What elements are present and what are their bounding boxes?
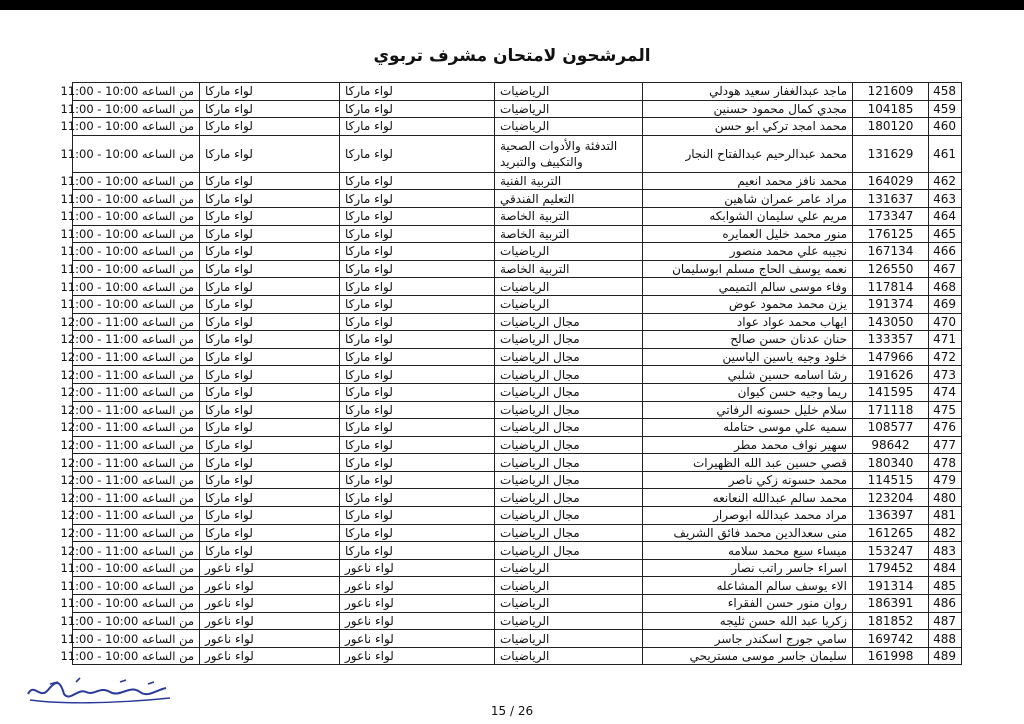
- table-row: [73, 207, 962, 225]
- candidate-id-cell: 147966: [853, 348, 929, 366]
- exam-location-cell: لواء ماركا: [200, 172, 340, 190]
- exam-time-cell: من الساعه 11:00 - 12:00: [73, 436, 200, 454]
- row-number-cell: 484: [929, 559, 962, 577]
- exam-time-cell: من الساعه 11:00 - 12:00: [73, 471, 200, 489]
- directorate-cell: لواء ماركا: [340, 172, 495, 190]
- candidate-name-cell: محمد حسونه زكي ناصر: [643, 471, 853, 489]
- exam-location-cell: لواء ماركا: [200, 383, 340, 401]
- directorate-cell: لواء ماركا: [340, 118, 495, 136]
- directorate-cell: لواء ناعور: [340, 612, 495, 630]
- table-row: [73, 348, 962, 366]
- exam-time-cell: من الساعه 11:00 - 12:00: [73, 419, 200, 437]
- exam-location-cell: لواء ماركا: [200, 524, 340, 542]
- candidate-name-cell: ماجد عبدالغفار سعيد هودلي: [643, 83, 853, 101]
- exam-location-cell: لواء ناعور: [200, 630, 340, 648]
- exam-time-cell: من الساعه 10:00 - 11:00: [73, 612, 200, 630]
- exam-time-cell: من الساعه 10:00 - 11:00: [73, 260, 200, 278]
- table-row: [73, 471, 962, 489]
- directorate-cell: لواء ماركا: [340, 383, 495, 401]
- directorate-cell: لواء ناعور: [340, 647, 495, 665]
- specialization-cell: مجال الرياضيات: [495, 401, 643, 419]
- exam-location-cell: لواء ماركا: [200, 348, 340, 366]
- exam-location-cell: لواء ماركا: [200, 207, 340, 225]
- table-row: [73, 419, 962, 437]
- exam-location-cell: لواء ماركا: [200, 135, 340, 172]
- table-row: [73, 100, 962, 118]
- directorate-cell: لواء ماركا: [340, 489, 495, 507]
- row-number-cell: 465: [929, 225, 962, 243]
- candidate-id-cell: 161998: [853, 647, 929, 665]
- specialization-cell: مجال الرياضيات: [495, 507, 643, 525]
- row-number-cell: 489: [929, 647, 962, 665]
- specialization-cell: التربية الخاصة: [495, 260, 643, 278]
- candidate-id-cell: 98642: [853, 436, 929, 454]
- exam-location-cell: لواء ماركا: [200, 295, 340, 313]
- row-number-cell: 464: [929, 207, 962, 225]
- candidate-id-cell: 108577: [853, 419, 929, 437]
- specialization-cell: مجال الرياضيات: [495, 524, 643, 542]
- page-number: 15 / 26: [490, 704, 534, 718]
- directorate-cell: لواء ماركا: [340, 225, 495, 243]
- candidate-id-cell: 181852: [853, 612, 929, 630]
- exam-time-cell: من الساعه 11:00 - 12:00: [73, 366, 200, 384]
- candidate-id-cell: 167134: [853, 243, 929, 261]
- table-row: [73, 542, 962, 560]
- directorate-cell: لواء ناعور: [340, 559, 495, 577]
- exam-location-cell: لواء ناعور: [200, 559, 340, 577]
- candidate-id-cell: 171118: [853, 401, 929, 419]
- specialization-cell: مجال الرياضيات: [495, 419, 643, 437]
- candidate-id-cell: 153247: [853, 542, 929, 560]
- exam-time-cell: من الساعه 10:00 - 11:00: [73, 83, 200, 101]
- row-number-cell: 460: [929, 118, 962, 136]
- candidate-id-cell: 131629: [853, 135, 929, 172]
- table-row: [73, 260, 962, 278]
- candidate-name-cell: اسراء جاسر راتب نصار: [643, 559, 853, 577]
- row-number-cell: 458: [929, 83, 962, 101]
- exam-location-cell: لواء ماركا: [200, 100, 340, 118]
- specialization-cell: الرياضيات: [495, 612, 643, 630]
- table-row: [73, 401, 962, 419]
- candidate-name-cell: محمد سالم عبدالله النعانعه: [643, 489, 853, 507]
- page-title: المرشحون لامتحان مشرف تربوي: [373, 46, 651, 66]
- candidate-name-cell: مراد محمد عبدالله ابوصرار: [643, 507, 853, 525]
- table-row: [73, 278, 962, 296]
- candidate-id-cell: 131637: [853, 190, 929, 208]
- candidate-name-cell: زكريا عبد الله حسن ثليجه: [643, 612, 853, 630]
- exam-time-cell: من الساعه 10:00 - 11:00: [73, 577, 200, 595]
- candidate-name-cell: محمد نافز محمد انعيم: [643, 172, 853, 190]
- exam-location-cell: لواء ماركا: [200, 331, 340, 349]
- directorate-cell: لواء ماركا: [340, 507, 495, 525]
- candidate-id-cell: 179452: [853, 559, 929, 577]
- exam-time-cell: من الساعه 11:00 - 12:00: [73, 542, 200, 560]
- exam-time-cell: من الساعه 10:00 - 11:00: [73, 207, 200, 225]
- exam-location-cell: لواء ماركا: [200, 225, 340, 243]
- candidate-name-cell: سلام خليل حسونه الرفاتي: [643, 401, 853, 419]
- specialization-cell: مجال الرياضيات: [495, 331, 643, 349]
- candidate-id-cell: 141595: [853, 383, 929, 401]
- specialization-cell: الرياضيات: [495, 278, 643, 296]
- specialization-cell: مجال الرياضيات: [495, 471, 643, 489]
- table-row: [73, 172, 962, 190]
- candidate-name-cell: سهير نواف محمد مطر: [643, 436, 853, 454]
- row-number-cell: 467: [929, 260, 962, 278]
- candidate-name-cell: محمد امجد تركي ابو حسن: [643, 118, 853, 136]
- specialization-cell: التربية الخاصة: [495, 207, 643, 225]
- directorate-cell: لواء ماركا: [340, 454, 495, 472]
- row-number-cell: 459: [929, 100, 962, 118]
- candidate-id-cell: 186391: [853, 595, 929, 613]
- exam-time-cell: من الساعه 10:00 - 11:00: [73, 225, 200, 243]
- candidate-id-cell: 161265: [853, 524, 929, 542]
- directorate-cell: لواء ماركا: [340, 366, 495, 384]
- table-row: [73, 507, 962, 525]
- row-number-cell: 469: [929, 295, 962, 313]
- specialization-cell: مجال الرياضيات: [495, 348, 643, 366]
- table-row: [73, 190, 962, 208]
- directorate-cell: لواء ماركا: [340, 542, 495, 560]
- table-row: [73, 331, 962, 349]
- candidate-id-cell: 191314: [853, 577, 929, 595]
- row-number-cell: 481: [929, 507, 962, 525]
- exam-location-cell: لواء ماركا: [200, 419, 340, 437]
- table-row: [73, 489, 962, 507]
- exam-time-cell: من الساعه 10:00 - 11:00: [73, 559, 200, 577]
- exam-time-cell: من الساعه 10:00 - 11:00: [73, 647, 200, 665]
- table-row: [73, 383, 962, 401]
- candidate-id-cell: 180120: [853, 118, 929, 136]
- row-number-cell: 488: [929, 630, 962, 648]
- exam-time-cell: من الساعه 11:00 - 12:00: [73, 489, 200, 507]
- exam-time-cell: من الساعه 11:00 - 12:00: [73, 524, 200, 542]
- row-number-cell: 485: [929, 577, 962, 595]
- exam-location-cell: لواء ماركا: [200, 190, 340, 208]
- exam-location-cell: لواء ناعور: [200, 612, 340, 630]
- specialization-cell: مجال الرياضيات: [495, 542, 643, 560]
- table-row: [73, 243, 962, 261]
- specialization-cell: الرياضيات: [495, 630, 643, 648]
- exam-location-cell: لواء ماركا: [200, 260, 340, 278]
- row-number-cell: 482: [929, 524, 962, 542]
- candidate-id-cell: 104185: [853, 100, 929, 118]
- specialization-cell: التربية الفنية: [495, 172, 643, 190]
- specialization-cell: مجال الرياضيات: [495, 436, 643, 454]
- row-number-cell: 472: [929, 348, 962, 366]
- row-number-cell: 468: [929, 278, 962, 296]
- directorate-cell: لواء ماركا: [340, 524, 495, 542]
- candidate-name-cell: ايهاب محمد عواد عواد: [643, 313, 853, 331]
- row-number-cell: 471: [929, 331, 962, 349]
- exam-time-cell: من الساعه 11:00 - 12:00: [73, 331, 200, 349]
- candidate-name-cell: وفاء موسى سالم التميمي: [643, 278, 853, 296]
- table-row: [73, 295, 962, 313]
- row-number-cell: 483: [929, 542, 962, 560]
- row-number-cell: 470: [929, 313, 962, 331]
- candidate-name-cell: حنان عدنان حسن صالح: [643, 331, 853, 349]
- directorate-cell: لواء ماركا: [340, 243, 495, 261]
- exam-time-cell: من الساعه 11:00 - 12:00: [73, 454, 200, 472]
- exam-time-cell: من الساعه 11:00 - 12:00: [73, 401, 200, 419]
- candidate-name-cell: منى سعدالدين محمد فائق الشريف: [643, 524, 853, 542]
- candidate-name-cell: قصي حسين عبد الله الظهيرات: [643, 454, 853, 472]
- candidate-id-cell: 173347: [853, 207, 929, 225]
- row-number-cell: 463: [929, 190, 962, 208]
- table-row: [73, 366, 962, 384]
- directorate-cell: لواء ماركا: [340, 331, 495, 349]
- specialization-cell: الرياضيات: [495, 559, 643, 577]
- directorate-cell: لواء ماركا: [340, 401, 495, 419]
- directorate-cell: لواء ماركا: [340, 278, 495, 296]
- table-row: [73, 577, 962, 595]
- exam-time-cell: من الساعه 10:00 - 11:00: [73, 243, 200, 261]
- specialization-cell: مجال الرياضيات: [495, 366, 643, 384]
- exam-time-cell: من الساعه 10:00 - 11:00: [73, 630, 200, 648]
- specialization-cell: مجال الرياضيات: [495, 383, 643, 401]
- exam-time-cell: من الساعه 11:00 - 12:00: [73, 507, 200, 525]
- specialization-cell: التربية الخاصة: [495, 225, 643, 243]
- row-number-cell: 478: [929, 454, 962, 472]
- directorate-cell: لواء ماركا: [340, 348, 495, 366]
- directorate-cell: لواء ناعور: [340, 630, 495, 648]
- table-row: [73, 225, 962, 243]
- specialization-cell: الرياضيات: [495, 647, 643, 665]
- exam-location-cell: لواء ماركا: [200, 489, 340, 507]
- candidates-table: [60, 82, 962, 665]
- row-number-cell: 487: [929, 612, 962, 630]
- candidate-id-cell: 143050: [853, 313, 929, 331]
- table-row: [73, 454, 962, 472]
- table-row: [73, 313, 962, 331]
- directorate-cell: لواء ماركا: [340, 471, 495, 489]
- row-number-cell: 475: [929, 401, 962, 419]
- row-number-cell: 461: [929, 135, 962, 172]
- directorate-cell: لواء ماركا: [340, 260, 495, 278]
- candidate-id-cell: 126550: [853, 260, 929, 278]
- candidate-name-cell: رشا اسامه حسين شلبي: [643, 366, 853, 384]
- directorate-cell: لواء ماركا: [340, 419, 495, 437]
- candidate-name-cell: ميساء سيع محمد سلامه: [643, 542, 853, 560]
- exam-time-cell: من الساعه 11:00 - 12:00: [73, 313, 200, 331]
- candidate-name-cell: نجيبه علي محمد منصور: [643, 243, 853, 261]
- row-number-cell: 473: [929, 366, 962, 384]
- exam-location-cell: لواء ماركا: [200, 401, 340, 419]
- candidate-id-cell: 176125: [853, 225, 929, 243]
- row-number-cell: 474: [929, 383, 962, 401]
- table-row: [73, 83, 962, 101]
- table-row: [73, 595, 962, 613]
- specialization-cell: مجال الرياضيات: [495, 489, 643, 507]
- exam-location-cell: لواء ناعور: [200, 647, 340, 665]
- exam-location-cell: لواء ماركا: [200, 454, 340, 472]
- table-row: [73, 647, 962, 665]
- specialization-cell: مجال الرياضيات: [495, 454, 643, 472]
- table-row: [73, 612, 962, 630]
- candidate-id-cell: 180340: [853, 454, 929, 472]
- candidate-id-cell: 117814: [853, 278, 929, 296]
- directorate-cell: لواء ناعور: [340, 577, 495, 595]
- candidate-id-cell: 123204: [853, 489, 929, 507]
- exam-time-cell: من الساعه 10:00 - 11:00: [73, 278, 200, 296]
- specialization-cell: الرياضيات: [495, 100, 643, 118]
- directorate-cell: لواء ماركا: [340, 295, 495, 313]
- directorate-cell: لواء ماركا: [340, 83, 495, 101]
- row-number-cell: 486: [929, 595, 962, 613]
- candidate-name-cell: سميه علي موسى حتامله: [643, 419, 853, 437]
- candidate-name-cell: مراد عامر عمران شاهين: [643, 190, 853, 208]
- row-number-cell: 476: [929, 419, 962, 437]
- directorate-cell: لواء ماركا: [340, 313, 495, 331]
- exam-location-cell: لواء ماركا: [200, 313, 340, 331]
- candidate-name-cell: مريم علي سليمان الشوابكه: [643, 207, 853, 225]
- candidate-name-cell: سليمان جاسر موسى مستريحي: [643, 647, 853, 665]
- table-row: [73, 630, 962, 648]
- exam-time-cell: من الساعه 11:00 - 12:00: [73, 348, 200, 366]
- directorate-cell: لواء ماركا: [340, 436, 495, 454]
- candidate-id-cell: 191626: [853, 366, 929, 384]
- exam-time-cell: من الساعه 10:00 - 11:00: [73, 595, 200, 613]
- table-row: [73, 135, 962, 172]
- candidate-id-cell: 169742: [853, 630, 929, 648]
- exam-time-cell: من الساعه 11:00 - 12:00: [73, 383, 200, 401]
- row-number-cell: 466: [929, 243, 962, 261]
- specialization-cell: الرياضيات: [495, 295, 643, 313]
- candidate-name-cell: سامي جورج اسكندر جاسر: [643, 630, 853, 648]
- specialization-cell: التدفئة والأدوات الصحية والتكييف والتبريد: [495, 135, 643, 172]
- candidate-id-cell: 191374: [853, 295, 929, 313]
- candidate-name-cell: خلود وجيه ياسين الياسين: [643, 348, 853, 366]
- exam-time-cell: من الساعه 10:00 - 11:00: [73, 295, 200, 313]
- candidate-name-cell: محمد عبدالرحيم عبدالفتاح النجار: [643, 135, 853, 172]
- exam-location-cell: لواء ناعور: [200, 595, 340, 613]
- directorate-cell: لواء ماركا: [340, 100, 495, 118]
- table-row: [73, 559, 962, 577]
- candidate-id-cell: 133357: [853, 331, 929, 349]
- exam-location-cell: لواء ماركا: [200, 83, 340, 101]
- candidate-name-cell: روان منور حسن الفقراء: [643, 595, 853, 613]
- exam-location-cell: لواء ماركا: [200, 507, 340, 525]
- exam-location-cell: لواء ماركا: [200, 118, 340, 136]
- exam-location-cell: لواء ماركا: [200, 436, 340, 454]
- table-row: [73, 524, 962, 542]
- exam-time-cell: من الساعه 10:00 - 11:00: [73, 172, 200, 190]
- specialization-cell: الرياضيات: [495, 577, 643, 595]
- exam-location-cell: لواء ماركا: [200, 278, 340, 296]
- specialization-cell: الرياضيات: [495, 83, 643, 101]
- exam-time-cell: من الساعه 10:00 - 11:00: [73, 190, 200, 208]
- directorate-cell: لواء ماركا: [340, 135, 495, 172]
- candidate-id-cell: 136397: [853, 507, 929, 525]
- exam-time-cell: من الساعه 10:00 - 11:00: [73, 135, 200, 172]
- candidate-name-cell: نعمه يوسف الحاج مسلم ابوسليمان: [643, 260, 853, 278]
- candidate-name-cell: منور محمد خليل العمايره: [643, 225, 853, 243]
- directorate-cell: لواء ماركا: [340, 207, 495, 225]
- candidate-name-cell: مجدي كمال محمود حسنين: [643, 100, 853, 118]
- candidate-name-cell: يزن محمد محمود عوض: [643, 295, 853, 313]
- specialization-cell: التعليم الفندقي: [495, 190, 643, 208]
- candidate-id-cell: 114515: [853, 471, 929, 489]
- specialization-cell: الرياضيات: [495, 243, 643, 261]
- table-row: [73, 118, 962, 136]
- exam-location-cell: لواء ناعور: [200, 577, 340, 595]
- top-edge-bar: [0, 0, 1024, 10]
- exam-time-cell: من الساعه 10:00 - 11:00: [73, 118, 200, 136]
- row-number-cell: 462: [929, 172, 962, 190]
- exam-location-cell: لواء ماركا: [200, 542, 340, 560]
- candidate-id-cell: 121609: [853, 83, 929, 101]
- table-row: [73, 436, 962, 454]
- row-number-cell: 480: [929, 489, 962, 507]
- exam-time-cell: من الساعه 10:00 - 11:00: [73, 100, 200, 118]
- exam-location-cell: لواء ماركا: [200, 366, 340, 384]
- candidate-name-cell: الاء يوسف سالم المشاعله: [643, 577, 853, 595]
- specialization-cell: الرياضيات: [495, 595, 643, 613]
- candidate-id-cell: 164029: [853, 172, 929, 190]
- row-number-cell: 479: [929, 471, 962, 489]
- specialization-cell: الرياضيات: [495, 118, 643, 136]
- directorate-cell: لواء ناعور: [340, 595, 495, 613]
- row-number-cell: 477: [929, 436, 962, 454]
- candidate-name-cell: ريما وجيه حسن كيوان: [643, 383, 853, 401]
- exam-location-cell: لواء ماركا: [200, 471, 340, 489]
- directorate-cell: لواء ماركا: [340, 190, 495, 208]
- specialization-cell: مجال الرياضيات: [495, 313, 643, 331]
- exam-location-cell: لواء ماركا: [200, 243, 340, 261]
